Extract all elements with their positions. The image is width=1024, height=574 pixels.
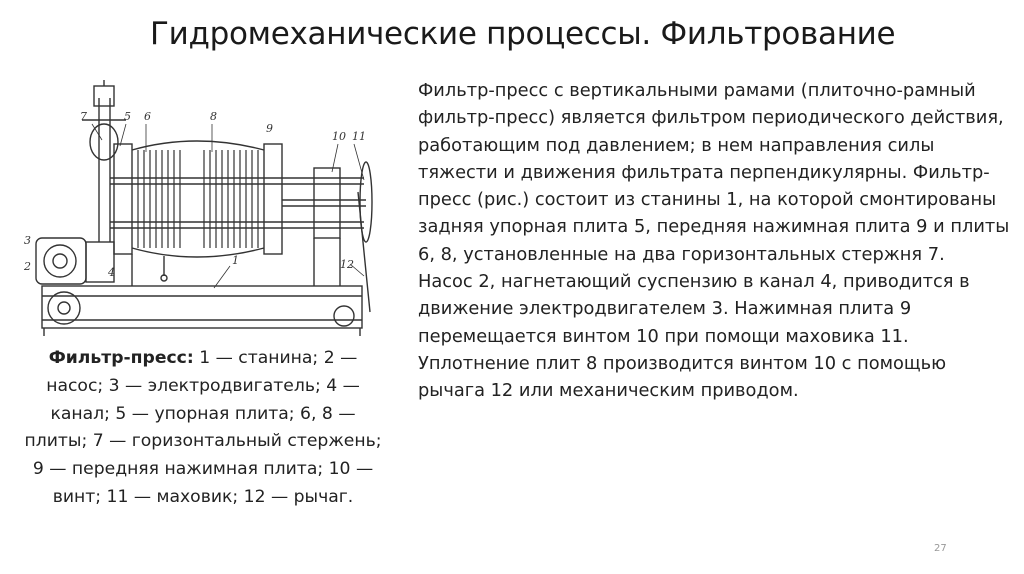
label-9: 9: [266, 122, 273, 135]
pressing-plate: [264, 144, 282, 254]
label-4: 4: [108, 266, 115, 279]
lever: [358, 192, 370, 312]
caption-text: 1 — станина; 2 — насос; 3 — электродвигатель; 4 — канал; 5 — упорная плита; 6, 8 — плиты; 7 — горизонтальный стержень; 9 — передняя нажимная плита; 10 — винт; 11 — маховик; 12 — рычаг.: [24, 348, 382, 507]
slide-title: Гидромеханические процессы. Фильтрование: [150, 16, 896, 52]
label-2: 2: [24, 260, 31, 273]
label-8: 8: [210, 110, 217, 123]
figure-caption: [22, 345, 384, 512]
paragraph-2: Насос 2, нагнетающий суспензию в канал 4, приводится в движение электродвигателем 3. Нажимная плита 9 перемещается винтом 10 при помощи маховика 11. Уплотнение плит 8 производится винтом 10 с помощью рычага 12 или механическим приводом.: [418, 271, 970, 402]
label-12: 12: [340, 258, 354, 271]
label-7: 7: [80, 110, 87, 123]
frame-bed: [42, 286, 362, 328]
paragraph-1: Фильтр-пресс с вертикальными рамами (плиточно-рамный фильтр-пресс) является фильтром периодического действия, работающим под давлением; в нем направления силы тяжести и движения фильтрата перпендикулярны. Фильтр-пресс (рис.) состоит из станины 1, на которой смонтированы задняя упорная плита 5, передняя нажимная плита 9 и плиты 6, 8, установленные на два горизонтальных стержня 7.: [418, 80, 1010, 265]
stop-plate: [114, 144, 132, 254]
label-1: 1: [232, 254, 239, 267]
caption-heading: Фильтр-пресс:: [48, 348, 194, 368]
label-3: 3: [24, 234, 31, 247]
label-5: 5: [124, 110, 131, 123]
wheel-right: [334, 306, 354, 326]
description-text: [418, 77, 1018, 405]
label-10: 10: [332, 130, 346, 143]
filter-press-diagram: [14, 80, 394, 352]
label-6: 6: [144, 110, 151, 123]
label-11: 11: [352, 130, 366, 143]
page-number: 27: [934, 543, 947, 554]
wheel-left: [48, 292, 80, 324]
